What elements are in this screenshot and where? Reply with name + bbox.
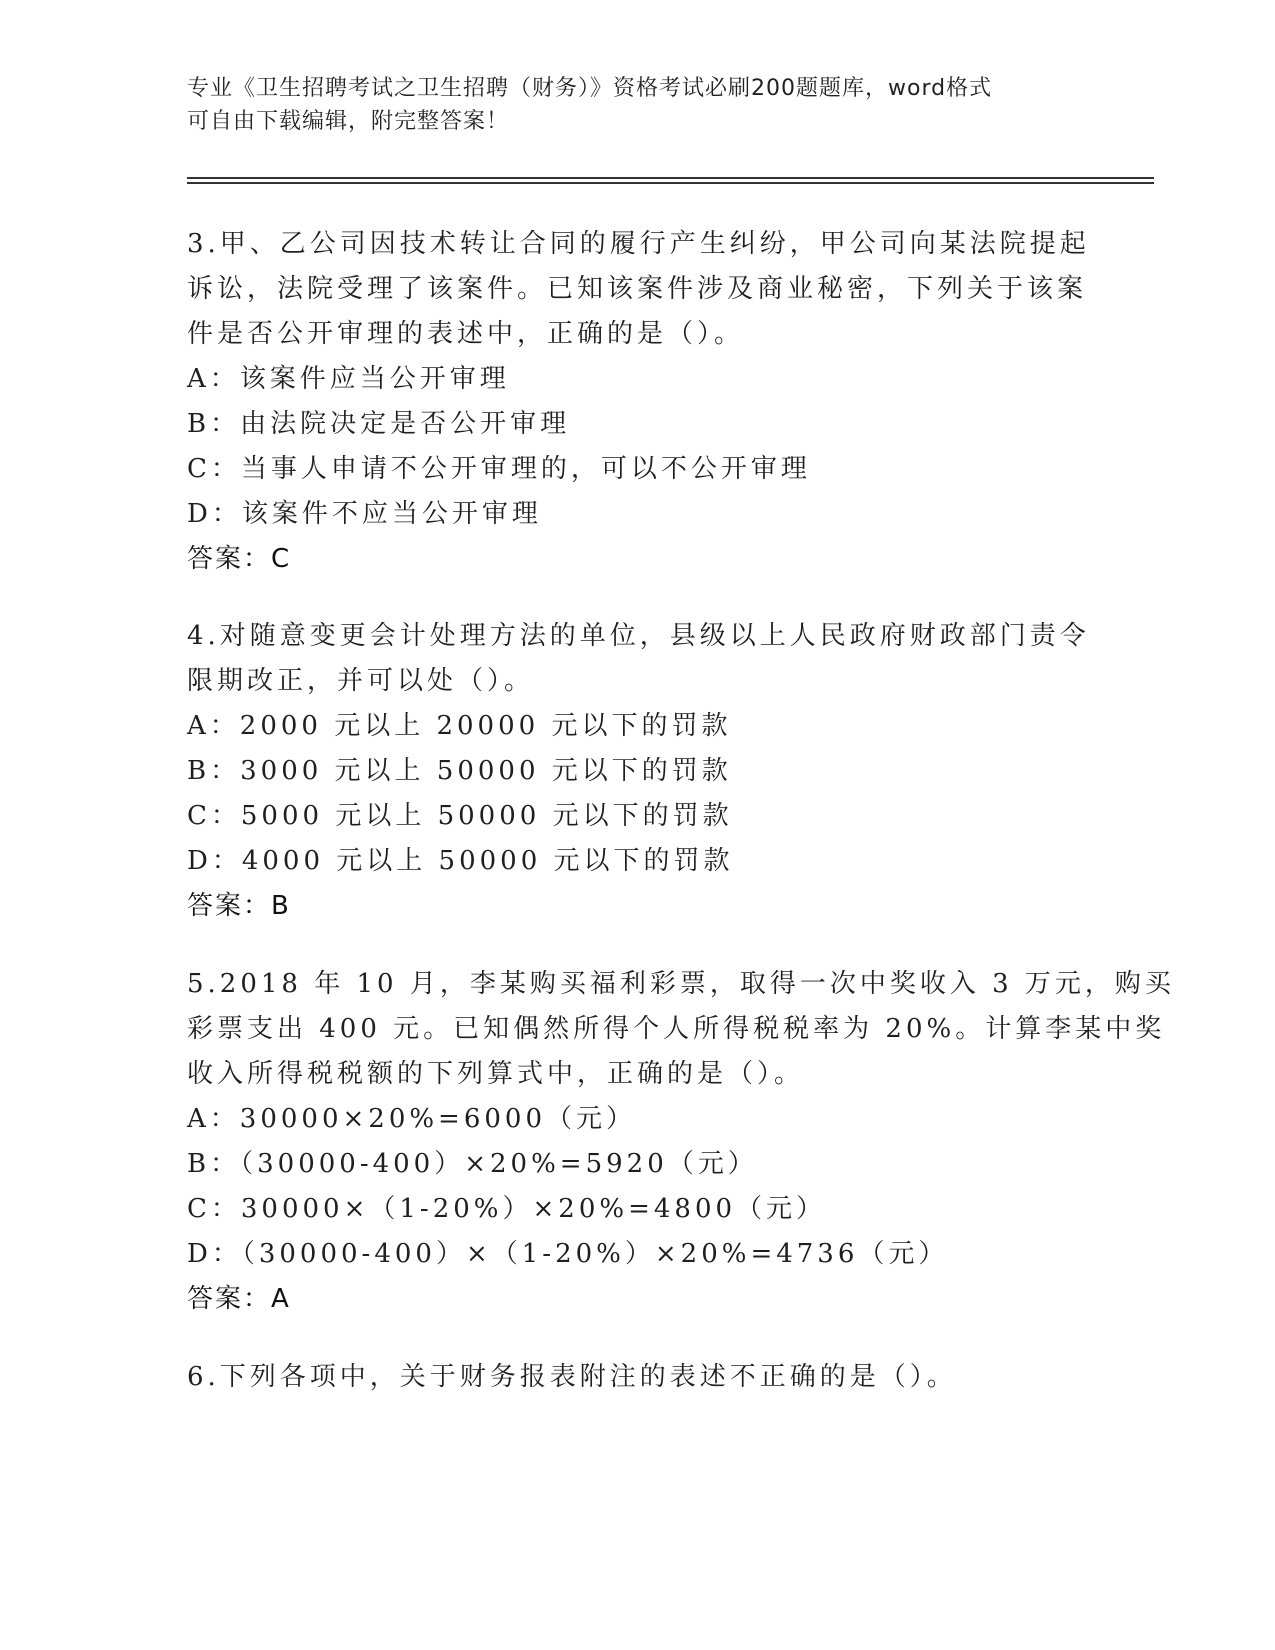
stem-line: 4.对随意变更会计处理方法的单位，县级以上人民政府财政部门责令 <box>187 621 1090 651</box>
option-c: C：5000 元以上 50000 元以下的罚款 <box>187 801 733 831</box>
option-b: B：由法院决定是否公开审理 <box>187 409 571 439</box>
option-b: B：3000 元以上 50000 元以下的罚款 <box>187 756 732 786</box>
stem-line: 6.下列各项中，关于财务报表附注的表述不正确的是（）。 <box>187 1362 957 1392</box>
question-3 <box>187 222 1090 582</box>
stem-line: 件是否公开审理的表述中，正确的是（）。 <box>187 319 745 349</box>
question-stem <box>187 614 1090 704</box>
stem-line: 5.2018 年 10 月，李某购买福利彩票，取得一次中奖收入 3 万元，购买 <box>187 969 1175 999</box>
question-4 <box>187 614 1090 929</box>
question-6 <box>187 1355 1077 1400</box>
option-d: D：（30000-400）×（1-20%）×20%=4736（元） <box>187 1239 949 1269</box>
option-a: A：该案件应当公开审理 <box>187 364 510 394</box>
header-divider-top <box>187 177 1154 179</box>
question-stem <box>187 222 1090 357</box>
question-stem <box>187 962 1175 1097</box>
document-header <box>187 72 1067 138</box>
stem-line: 彩票支出 400 元。已知偶然所得个人所得税税率为 20%。计算李某中奖 <box>187 1014 1166 1044</box>
option-d: D：4000 元以上 50000 元以下的罚款 <box>187 846 734 876</box>
answer-line: 答案：B <box>187 891 291 921</box>
header-line-2: 可自由下载编辑，附完整答案！ <box>187 109 510 134</box>
question-stem <box>187 1355 1077 1400</box>
stem-line: 3.甲、乙公司因技术转让合同的履行产生纠纷，甲公司向某法院提起 <box>187 229 1090 259</box>
option-b: B：（30000-400）×20%=5920（元） <box>187 1149 758 1179</box>
option-a: A：30000×20%=6000（元） <box>187 1104 637 1134</box>
option-c: C：当事人申请不公开审理的，可以不公开审理 <box>187 454 811 484</box>
option-d: D：该案件不应当公开审理 <box>187 499 542 529</box>
header-divider-bottom <box>187 182 1154 184</box>
stem-line: 限期改正，并可以处（）。 <box>187 666 535 696</box>
option-a: A：2000 元以上 20000 元以下的罚款 <box>187 711 732 741</box>
stem-line: 收入所得税税额的下列算式中，正确的是（）。 <box>187 1059 805 1089</box>
answer-line: 答案：C <box>187 544 292 574</box>
stem-line: 诉讼，法院受理了该案件。已知该案件涉及商业秘密，下列关于该案 <box>187 274 1088 304</box>
answer-line: 答案：A <box>187 1284 291 1314</box>
question-5 <box>187 962 1175 1322</box>
header-line-1: 专业《卫生招聘考试之卫生招聘（财务）》资格考试必刷200题题库，word格式 <box>187 76 993 101</box>
option-c: C：30000×（1-20%）×20%=4800（元） <box>187 1194 827 1224</box>
